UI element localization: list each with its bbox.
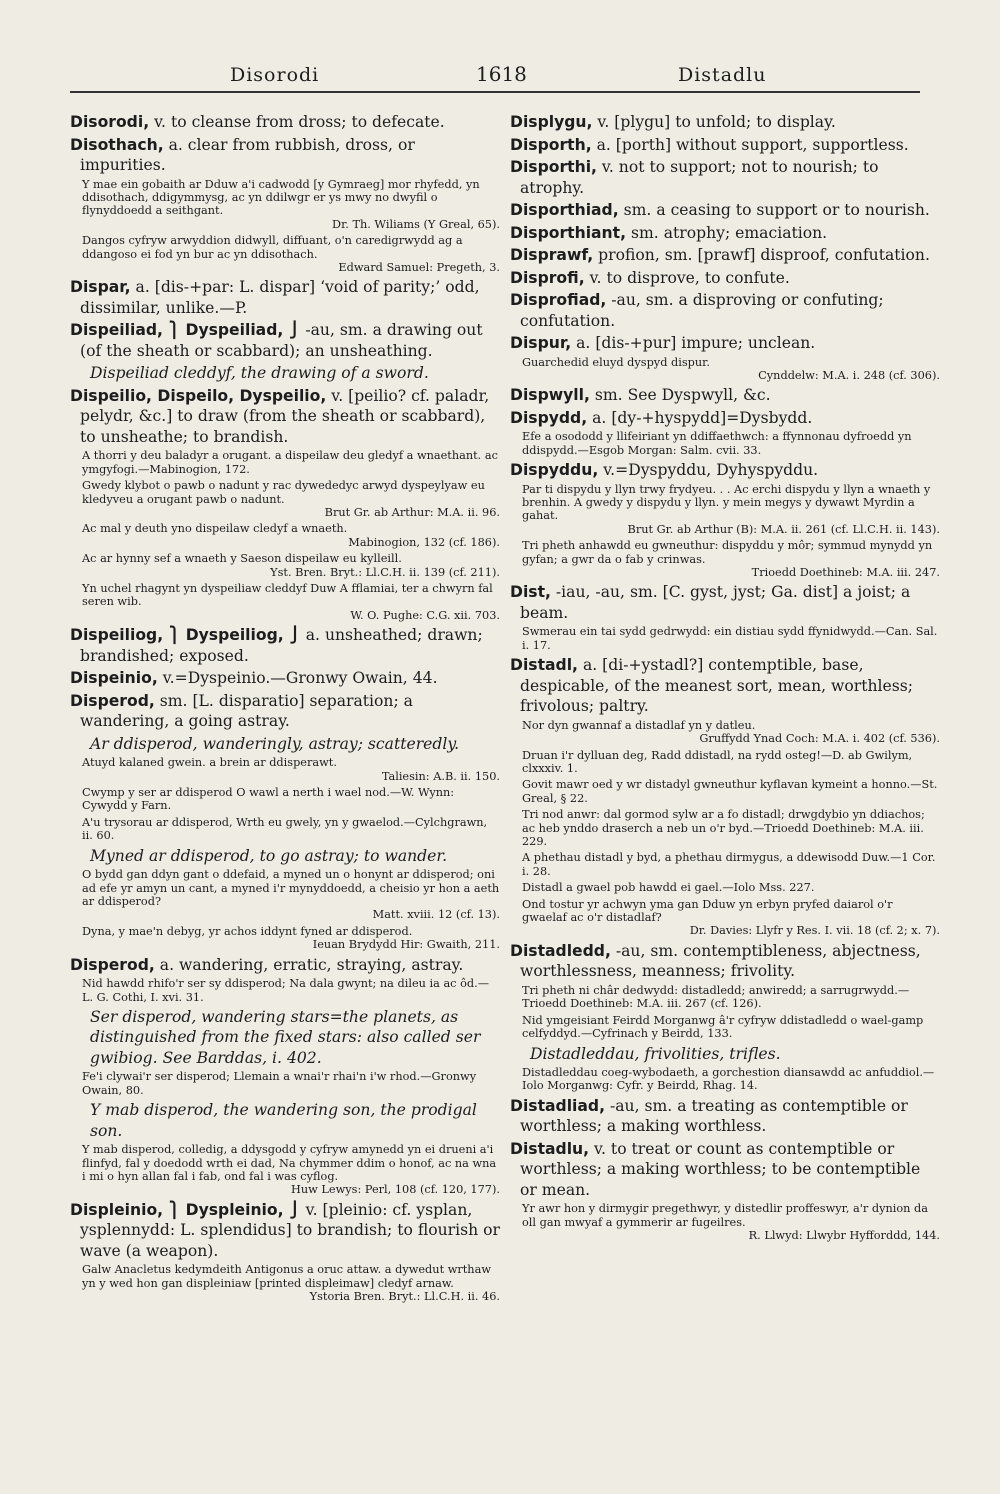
headword: Disprofiad, — [510, 291, 607, 309]
definition: a. [dy-+hyspydd]=Dysbydd. — [587, 408, 813, 427]
definition: v. to treat or count as contemptible or worthless; a making worthless; to be contemptible or mean. — [520, 1139, 921, 1199]
quotation-source: W. O. Pughe: C.G. xii. 703. — [350, 608, 500, 622]
definition: profion, sm. [prawf] disproof, confutation. — [593, 246, 930, 264]
quotation — [522, 1014, 940, 1041]
dictionary-entry — [510, 1096, 940, 1137]
quotation-text: Yn uchel rhagynt yn dyspeiliaw cleddyf Duw A fflamiai, ter a chwyrn fal seren wib. — [82, 582, 493, 609]
quotation — [82, 178, 500, 232]
quotation — [522, 808, 940, 848]
definition: sm. atrophy; emaciation. — [626, 223, 828, 242]
quotation-text: Tri nod anwr: dal gormod sylw ar a fo distadl; drwgdybio yn ddiachos; ac heb ynddo draserch a neb un o'r byd.—Trioedd Doethineb: M.A. iii. 229. — [522, 808, 925, 849]
quotation — [522, 984, 940, 1011]
headword: Dispeinio, — [70, 669, 158, 688]
dictionary-entry — [510, 582, 940, 623]
quotation-source: Ystoria Bren. Bryt.: Ll.C.H. ii. 46. — [309, 1290, 500, 1304]
quotation-text: Druan i'r dylluan deg, Radd ddistadl, na rydd osteg!—D. ab Gwilym, clxxxiv. 1. — [522, 748, 913, 775]
headword: Disporthiant, — [510, 223, 627, 242]
dictionary-entry — [510, 112, 940, 133]
quotation-text: Nid hawdd rhifo'r ser sy ddisperod; Na dala gwynt; na dileu ia ac ôd.—L. G. Cothi, I. xvi. 31. — [82, 977, 490, 1004]
headword: Disporth, — [510, 135, 592, 154]
quotation — [522, 851, 940, 878]
page-header — [0, 58, 1000, 92]
definition: v.=Dyspeinio.—Gronwy Owain, 44. — [157, 669, 438, 688]
headword: Disperod, — [70, 691, 155, 710]
quotation — [82, 1070, 500, 1097]
definition: v. to cleanse from dross; to defecate. — [149, 113, 445, 131]
quotation — [82, 1143, 500, 1197]
definition: sm. a ceasing to support or to nourish. — [618, 201, 930, 219]
dictionary-entry — [510, 460, 940, 481]
definition: sm. [L. disparatio] separation; a wandering, a going astray. — [80, 691, 413, 731]
quotation — [522, 430, 940, 457]
quotation-source: Edward Samuel: Pregeth, 3. — [338, 260, 500, 274]
dictionary-entry — [510, 200, 940, 221]
headword: Dispeiliad, ⎫ Dyspeiliad, ⎭ — [70, 321, 301, 340]
definition: v.=Dyspyddu, Dyhyspyddu. — [598, 461, 819, 480]
headword: Distadl, — [510, 656, 578, 675]
quotation — [522, 778, 940, 805]
definition: v. [peilio? cf. paladr, pelydr, &c.] to draw (from the sheath or scabbard), to unsheathe; to brandish. — [80, 386, 490, 446]
quotation — [522, 625, 940, 652]
quotation — [522, 483, 940, 537]
phrase-entry: Myned ar ddisperod, to go astray; to wander. — [90, 846, 448, 865]
dictionary-entry — [510, 157, 940, 198]
quotation-text: A'u trysorau ar ddisperod, Wrth eu gwely, yn y gwaelod.—Cylchgrawn, ii. 60. — [82, 815, 488, 843]
dictionary-entry — [510, 941, 940, 982]
quotation-source: Gruffydd Ynad Coch: M.A. i. 402 (cf. 536). — [699, 732, 940, 746]
quotation-text: Dangos cyfryw arwyddion didwyll, diffuant, o'n caredigrwydd ag a ddangoso ei fod yn bur ac yn ddisothach. — [82, 234, 463, 261]
dictionary-entry — [510, 245, 940, 266]
headword: Dispeiliog, ⎫ Dyspeiliog, ⎭ — [70, 626, 301, 645]
definition: -au, sm. a treating as contemptible or worthless; a making worthless. — [520, 1096, 908, 1136]
dictionary-entry — [510, 135, 940, 156]
quotation-source: Cynddelw: M.A. i. 248 (cf. 306). — [758, 368, 940, 382]
quotation — [522, 356, 940, 383]
quotation — [82, 449, 500, 476]
quotation-text: Fe'i clywai'r ser disperod; Llemain a wnai'r rhai'n i'w rhod.—Gronwy Owain, 80. — [82, 1070, 477, 1097]
headword: Distadlu, — [510, 1139, 590, 1158]
quotation — [522, 1066, 940, 1093]
running-head-left: Disorodi — [230, 64, 320, 86]
quotation-text: Cwymp y ser ar ddisperod O wawl a nerth i wael nod.—W. Wynn: Cywydd y Farn. — [82, 786, 455, 813]
quotation — [82, 552, 500, 579]
quotation-text: Ac ar hynny sef a wnaeth y Saeson dispeilaw eu kylleill. — [82, 552, 402, 566]
quotation-text: Nor dyn gwannaf a distadlaf yn y datleu. — [522, 718, 756, 732]
headword: Displygu, — [510, 113, 593, 131]
dictionary-entry — [510, 1139, 940, 1201]
dictionary-entry — [70, 1200, 500, 1262]
quotation — [82, 1263, 500, 1303]
headword: Disprofi, — [510, 268, 585, 287]
quotation-source: Taliesin: A.B. ii. 150. — [381, 769, 500, 783]
headword: Dispeilio, Dispeilo, Dyspeilio, — [70, 386, 327, 405]
quotation-text: Galw Anacletus kedymdeith Antigonus a oruc attaw. a dywedut wrthaw yn y wed hon gan displeiniaw [printed displeimaw] cledyf arnaw. — [82, 1263, 491, 1290]
dictionary-entry — [70, 691, 500, 732]
quotation — [82, 925, 500, 952]
definition: -iau, -au, sm. [C. gyst, jyst; Ga. dist] a joist; a beam. — [520, 583, 911, 622]
headword: Disprawf, — [510, 246, 594, 264]
headword: Dispydd, — [510, 408, 588, 427]
quotation — [82, 756, 500, 783]
quotation — [82, 522, 500, 549]
quotation — [82, 479, 500, 519]
quotation — [82, 977, 500, 1004]
quotation — [82, 786, 500, 813]
quotation-source: Huw Lewys: Perl, 108 (cf. 120, 177). — [291, 1183, 500, 1197]
quotation-text: Guarchedid eluyd dyspyd dispur. — [522, 355, 710, 369]
quotation — [522, 719, 940, 746]
quotation-text: Atuyd kalaned gwein. a brein ar ddisperawt. — [82, 756, 337, 770]
headword: Disorodi, — [70, 113, 150, 131]
quotation — [522, 539, 940, 579]
headword: Disperod, — [70, 955, 155, 974]
quotation-text: Govit mawr oed y wr distadyl gwneuthur kyflavan kymeint a honno.—St. Greal, § 22. — [522, 778, 938, 805]
headword: Distadliad, — [510, 1096, 606, 1115]
page-number: 1618 — [476, 62, 527, 86]
running-head-right: Distadlu — [678, 64, 767, 86]
dictionary-entry — [70, 386, 500, 448]
dictionary-entry — [70, 320, 500, 361]
quotation — [522, 898, 940, 938]
headword: Dispar, — [70, 278, 131, 297]
dictionary-entry — [70, 625, 500, 666]
dictionary-entry — [70, 112, 500, 133]
quotation-text: Swmerau ein tai sydd gedrwydd: ein distiau sydd ffynidwydd.—Can. Sal. i. 17. — [522, 625, 938, 652]
quotation-text: Gwedy klybot o pawb o nadunt y rac dywededyc arwyd dyspeylyaw eu kledyveu a orugant pawb o nadunt. — [82, 479, 485, 506]
definition: a. clear from rubbish, dross, or impurities. — [80, 135, 415, 174]
quotation-source: Brut Gr. ab Arthur: M.A. ii. 96. — [324, 505, 500, 519]
quotation-text: A thorri y deu baladyr a orugant. a dispeilaw deu gledyf a wnaethant. ac ymgyfogi.—Mabinogion, 172. — [82, 449, 498, 476]
headword: Disporthi, — [510, 158, 597, 176]
quotation — [82, 868, 500, 922]
quotation — [522, 881, 940, 894]
quotation — [522, 1202, 940, 1242]
definition: -au, sm. contemptibleness, abjectness, worthlessness, meanness; frivolity. — [520, 941, 921, 981]
left-column — [70, 112, 500, 1307]
header-rule — [70, 91, 920, 93]
right-column — [510, 112, 940, 1246]
phrase-entry: Y mab disperod, the wandering son, the prodigal son. — [90, 1101, 477, 1140]
definition: a. [porth] without support, supportless. — [591, 135, 909, 154]
quotation-source: Yst. Bren. Bryt.: Ll.C.H. ii. 139 (cf. 211). — [270, 565, 500, 579]
quotation-text: Par ti dispydu y llyn trwy frydyeu. . . Ac erchi dispydu y llyn a wnaeth y brenhin. A gwedy y dispydu y llyn. y mein megys y dywawt Myrdin a gahat. — [522, 482, 931, 523]
phrase-entry: Distadleddau, frivolities, trifles. — [530, 1044, 781, 1063]
quotation-text: Ac mal y deuth yno dispeilaw cledyf a wnaeth. — [82, 522, 348, 536]
definition: v. [pleinio: cf. ysplan, ysplennydd: L. splendidus] to brandish; to flourish or wave (a weapon). — [80, 1200, 500, 1260]
definition: v. to disprove, to confute. — [584, 268, 790, 287]
quotation-text: O bydd gan ddyn gant o ddefaid, a myned un o honynt ar ddisperod; oni ad efe yr amyn un cant, a myned i'r mynyddoedd, a cheisio yr hon a aeth ar ddisperod? — [82, 868, 500, 908]
quotation-text: Y mab disperod, colledig, a ddysgodd y cyfryw amynedd yn ei drueni a'i flinfyd, fal y doedodd wrth ei dad, Na chymmer ddim o honof, ac na wna i mi o hyn allan fal i fab, ond fal i was cyflog. — [82, 1143, 497, 1184]
headword: Dispwyll, — [510, 386, 590, 405]
quotation — [82, 582, 500, 622]
dictionary-entry — [70, 277, 500, 318]
quotation — [82, 816, 500, 843]
headword: Dispur, — [510, 334, 572, 352]
headword: Displeinio, ⎫ Dyspleinio, ⎭ — [70, 1200, 301, 1219]
definition: -au, sm. a disproving or confuting; confutation. — [520, 291, 884, 330]
definition: sm. See Dyspwyll, &c. — [589, 386, 771, 405]
definition: v. not to support; not to nourish; to atrophy. — [520, 158, 879, 197]
headword: Disothach, — [70, 135, 164, 154]
quotation — [522, 749, 940, 776]
quotation-text: Nid ymgeisiant Feirdd Morganwg â'r cyfryw ddistadledd o wael-gamp celfyddyd.—Cyfrinach y Beirdd, 133. — [522, 1013, 924, 1041]
quotation-text: Dyna, y mae'n debyg, yr achos iddynt fyned ar ddisperod. — [82, 924, 413, 938]
quotation-source: Trioedd Doethineb: M.A. iii. 247. — [751, 566, 940, 580]
definition: a. [di-+ystadl?] contemptible, base, despicable, of the meanest sort, mean, worthless; frivolous; paltry. — [520, 656, 914, 716]
phrase-entry: Ser disperod, wandering stars=the planets, as distinguished from the fixed stars: also called ser gwibiog. See Barddas, i. 402. — [90, 1007, 481, 1067]
quotation-source: Dr. Th. Wiliams (Y Greal, 65). — [332, 217, 500, 231]
quotation-text: Tri pheth anhawdd eu gwneuthur: dispyddu y môr; symmud mynydd yn gyfan; a gwr da o fab y crinwas. — [522, 539, 933, 566]
definition: a. [dis-+par: L. dispar] ‘void of parity;’ odd, dissimilar, unlike.—P. — [80, 278, 480, 317]
quotation-text: Ond tostur yr achwyn yma gan Dduw yn erbyn pryfed daiarol o'r gwaelaf ac o'r distadlaf? — [522, 897, 893, 925]
quotation-text: A phethau distadl y byd, a phethau dirmygus, a ddewisodd Duw.—1 Cor. i. 28. — [522, 851, 936, 878]
dictionary-entry — [510, 655, 940, 717]
dictionary-entry — [510, 408, 940, 429]
quotation — [82, 234, 500, 274]
quotation-text: Distadl a gwael pob hawdd ei gael.—Iolo Mss. 227. — [522, 881, 815, 895]
dictionary-entry — [70, 668, 500, 689]
headword: Disporthiad, — [510, 201, 619, 219]
quotation-text: Tri pheth ni châr dedwydd: distadledd; anwiredd; a sarrugrwydd.—Trioedd Doethineb: M.A. iii. 267 (cf. 126). — [522, 983, 910, 1011]
headword: Distadledd, — [510, 941, 611, 960]
quotation-text: Distadleddau coeg-wybodaeth, a gorchestion diansawdd ac anfuddiol.—Iolo Morganwg: Cyfr. y Beirdd, Rhag. 14. — [522, 1066, 935, 1093]
quotation-source: R. Llwyd: Llwybr Hyfforddd, 144. — [748, 1229, 940, 1243]
dictionary-entry — [510, 385, 940, 406]
definition: a. unsheathed; drawn; brandished; exposed. — [80, 626, 483, 665]
quotation-source: Dr. Davies: Llyfr y Res. I. vii. 18 (cf. 2; x. 7). — [689, 924, 940, 938]
definition: a. [dis-+pur] impure; unclean. — [571, 334, 816, 352]
quotation-source: Brut Gr. ab Arthur (B): M.A. ii. 261 (cf. Ll.C.H. ii. 143). — [627, 522, 940, 536]
quotation-text: Efe a osododd y llifeiriant yn ddiffaethwch: a ffynnonau dyfroedd yn ddispydd.—Esgob Morgan: Salm. cvii. 33. — [522, 430, 912, 457]
headword: Dispyddu, — [510, 461, 599, 480]
quotation-text: Y mae ein gobaith ar Dduw a'i cadwodd [y Gymraeg] mor rhyfedd, yn ddisothach, ddigymmysg, ac yn ddilwgr er ys mwy no dwyfil o flynyddoedd a seithgant. — [82, 177, 480, 218]
dictionary-entry — [70, 955, 500, 976]
quotation-source: Ieuan Brydydd Hir: Gwaith, 211. — [312, 938, 500, 952]
phrase-entry: Dispeiliad cleddyf, the drawing of a sword. — [90, 364, 429, 383]
dictionary-entry — [70, 135, 500, 176]
dictionary-entry — [510, 223, 940, 244]
quotation-source: Mabinogion, 132 (cf. 186). — [348, 535, 500, 549]
dictionary-entry — [510, 268, 940, 289]
quotation-source: Matt. xviii. 12 (cf. 13). — [372, 908, 500, 922]
quotation-text: Yr awr hon y dirmygir pregethwyr, y distedlir proffeswyr, a'r dynion da oll gan mwyaf a gymmerir ar fugeilres. — [522, 1202, 928, 1229]
definition: -au, sm. a drawing out (of the sheath or scabbard); an unsheathing. — [80, 321, 483, 360]
dictionary-entry — [510, 290, 940, 331]
definition: v. [plygu] to unfold; to display. — [592, 113, 836, 131]
dictionary-entry — [510, 333, 940, 354]
definition: a. wandering, erratic, straying, astray. — [154, 955, 464, 974]
phrase-entry: Ar ddisperod, wanderingly, astray; scatteredly. — [90, 734, 460, 753]
headword: Dist, — [510, 583, 551, 602]
